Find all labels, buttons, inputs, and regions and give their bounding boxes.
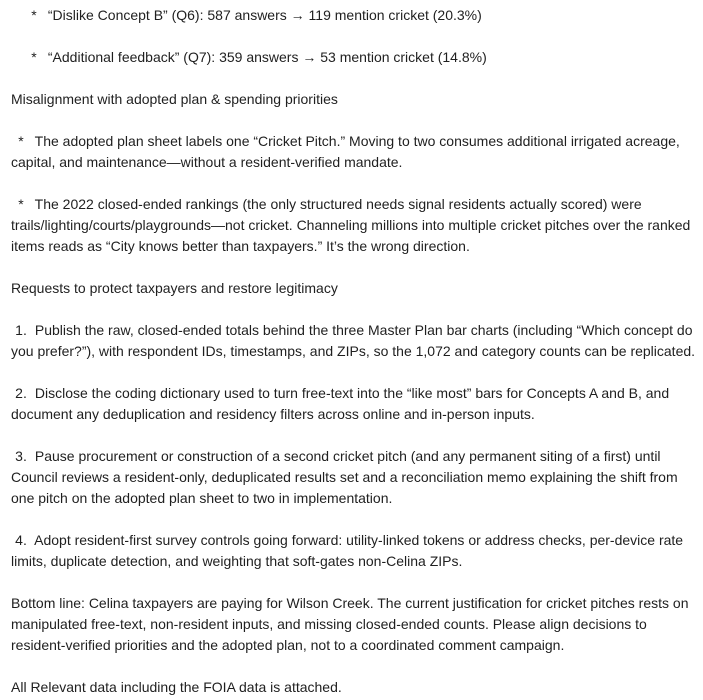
item-text: Adopt resident-first survey controls going forward: utility-linked tokens or address checks, per-device rate limits, duplicate detection, and weighting that soft-gates non-Celina ZIPs. xyxy=(11,532,684,569)
list-number: 4. xyxy=(15,532,27,548)
misalignment-item-1 xyxy=(11,131,699,173)
item-text: Pause procurement or construction of a second cricket pitch (and any permanent siting of a first) until Council reviews a resident-only, deduplicated results set and a reconciliation memo explaining the shift from one pitch on the adopted plan sheet to two in implementation. xyxy=(11,448,678,506)
bullet-mark: * xyxy=(31,7,37,23)
item-text: The 2022 closed-ended rankings (the only structured needs signal residents actually scored) were trails/lighting/courts/playgrounds—not cricket. Channeling millions into multiple cricket pitches over the ranked items reads as “City knows better than taxpayers.” It’s the wrong direction. xyxy=(11,196,691,254)
bullet-item-additional-feedback xyxy=(24,47,697,68)
bottom-line-paragraph: Bottom line: Celina taxpayers are paying for Wilson Creek. The current justification for cricket pitches rests on manipulated free-text, non-resident inputs, and missing closed-ended counts. Please align decisions to resident-verified priorities and the adopted plan, not to a coordinated comment campaign. xyxy=(11,595,689,653)
request-item-2 xyxy=(11,383,699,425)
list-number: 1. xyxy=(15,322,27,338)
bullet-item-dislike-concept-b xyxy=(24,5,697,26)
bullet-mark: * xyxy=(18,196,24,212)
request-item-4 xyxy=(11,530,699,572)
bullet-text: “Additional feedback” (Q7): 359 answers → 53 mention cricket (14.8%) xyxy=(47,49,487,65)
list-number: 3. xyxy=(15,448,27,464)
item-text: The adopted plan sheet labels one “Cricket Pitch.” Moving to two consumes additional irrigated acreage, capital, and maintenance—without a resident-verified mandate. xyxy=(11,133,680,170)
section-heading-misalignment: Misalignment with adopted plan & spending priorities xyxy=(11,91,338,107)
closing-note: All Relevant data including the FOIA data is attached. xyxy=(11,679,342,695)
request-item-3 xyxy=(11,446,699,509)
item-text: Disclose the coding dictionary used to turn free-text into the “like most” bars for Concepts A and B, and document any deduplication and residency filters across online and in-person inputs. xyxy=(11,385,670,422)
misalignment-item-2 xyxy=(11,194,699,257)
bullet-text: “Dislike Concept B” (Q6): 587 answers → 119 mention cricket (20.3%) xyxy=(47,7,482,23)
request-item-1 xyxy=(11,320,699,362)
bullet-mark: * xyxy=(18,133,24,149)
list-number: 2. xyxy=(15,385,27,401)
item-text: Publish the raw, closed-ended totals behind the three Master Plan bar charts (including “Which concept do you prefer?”), with respondent IDs, timestamps, and ZIPs, so the 1,072 and category counts can be replicated. xyxy=(11,322,696,359)
bullet-mark: * xyxy=(31,49,37,65)
section-heading-requests: Requests to protect taxpayers and restore legitimacy xyxy=(11,280,338,296)
